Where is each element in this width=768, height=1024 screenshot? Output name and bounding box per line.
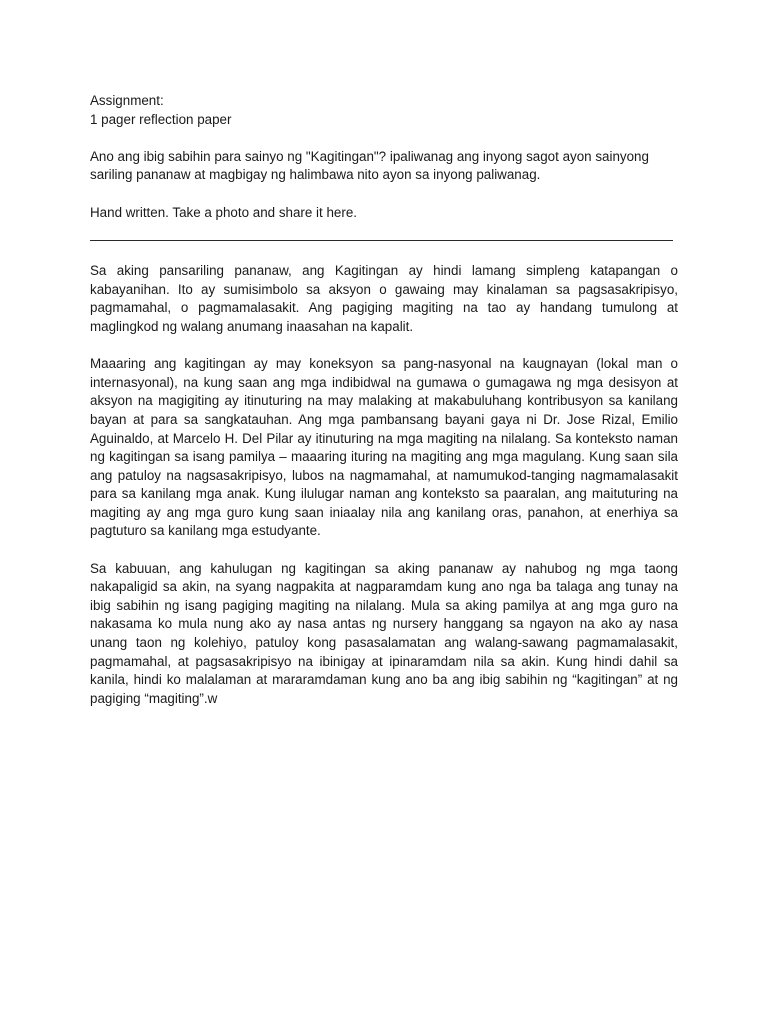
essay-paragraph-1: Sa aking pansariling pananaw, ang Kagitingan ay hindi lamang simpleng katapangan o kabayanihan. Ito ay sumisimbolo sa aksyon o gawaing may kinalaman sa pagsasakripisyo, pagmamahal, o pagmamalasakit. Ang pagiging magiting na tao ay handang tumulong at maglingkod ng walang anumang inaasahan na kapalit. xyxy=(90,263,678,334)
assignment-header xyxy=(90,92,678,129)
essay-paragraph-3: Sa kabuuan, ang kahulugan ng kagitingan sa aking pananaw ay nahubog ng mga taong nakapaligid sa akin, na syang nagpakita at nagparamdam kung ano nga ba talaga ang tunay na ibig sabihin ng isang pagiging magiting na nilalang. Mula sa aking pamilya at ang mga guro na nakasama ko mula nung ako ay nasa antas ng nursery hanggang sa ngayon na ako ay nasa unang taon ng kolehiyo, patuloy kong pasasalamatan ang walang-sawang pagmamalasakit, pagmamahal, at pagsasakripisyo na ibinigay at ipinaramdam nila sa akin. Kung hindi dahil sa kanila, hindi ko malalaman at mararamdaman kung ano ba ang ibig sabihin ng “kagitingan” at ng pagiging “magiting”.w xyxy=(90,560,678,706)
assignment-instruction: Hand written. Take a photo and share it here. xyxy=(90,204,357,220)
assignment-prompt: Ano ang ibig sabihin para sainyo ng "Kagitingan"? ipaliwanag ang inyong sagot ayon sainyong sariling pananaw at magbigay ng halimbawa nito ayon sa inyong paliwanag. xyxy=(90,148,649,183)
section-divider xyxy=(90,240,673,241)
assignment-label: Assignment: xyxy=(90,93,164,108)
essay-paragraph-2: Maaaring ang kagitingan ay may koneksyon sa pang-nasyonal na kaugnayan (lokal man o internasyonal), na kung saan ang mga indibidwal na gumawa o gumagawa ng mga desisyon at aksyon na magigiting ay itinuturing na may malaking at makabuluhang kontribusyon sa kanilang bayan at para sa sangkatauhan. Ang mga pambansang bayani gaya ni Dr. Jose Rizal, Emilio Aguinaldo, at Marcelo H. Del Pilar ay itinuturing na mga magiting na nilalang. Sa konteksto naman ng kagitingan sa isang pamilya – maaaring ituring na magiting ang mga magulang. Kung saan sila ang patuloy na nagsasakripisyo, lubos na nagmamahal, at namumukod-tanging nagmamalasakit para sa kanilang mga anak. Kung ilulugar naman ang konteksto sa paaralan, ang maituturing na magiting ay ang mga guro kung saan iniaalay nila ang kanilang oras, panahon, at enerhiya sa pagtuturo sa kanilang mga estudyante. xyxy=(90,356,678,539)
essay-body xyxy=(90,262,678,708)
assignment-subtitle: 1 pager reflection paper xyxy=(90,111,232,127)
document-page xyxy=(90,92,678,708)
